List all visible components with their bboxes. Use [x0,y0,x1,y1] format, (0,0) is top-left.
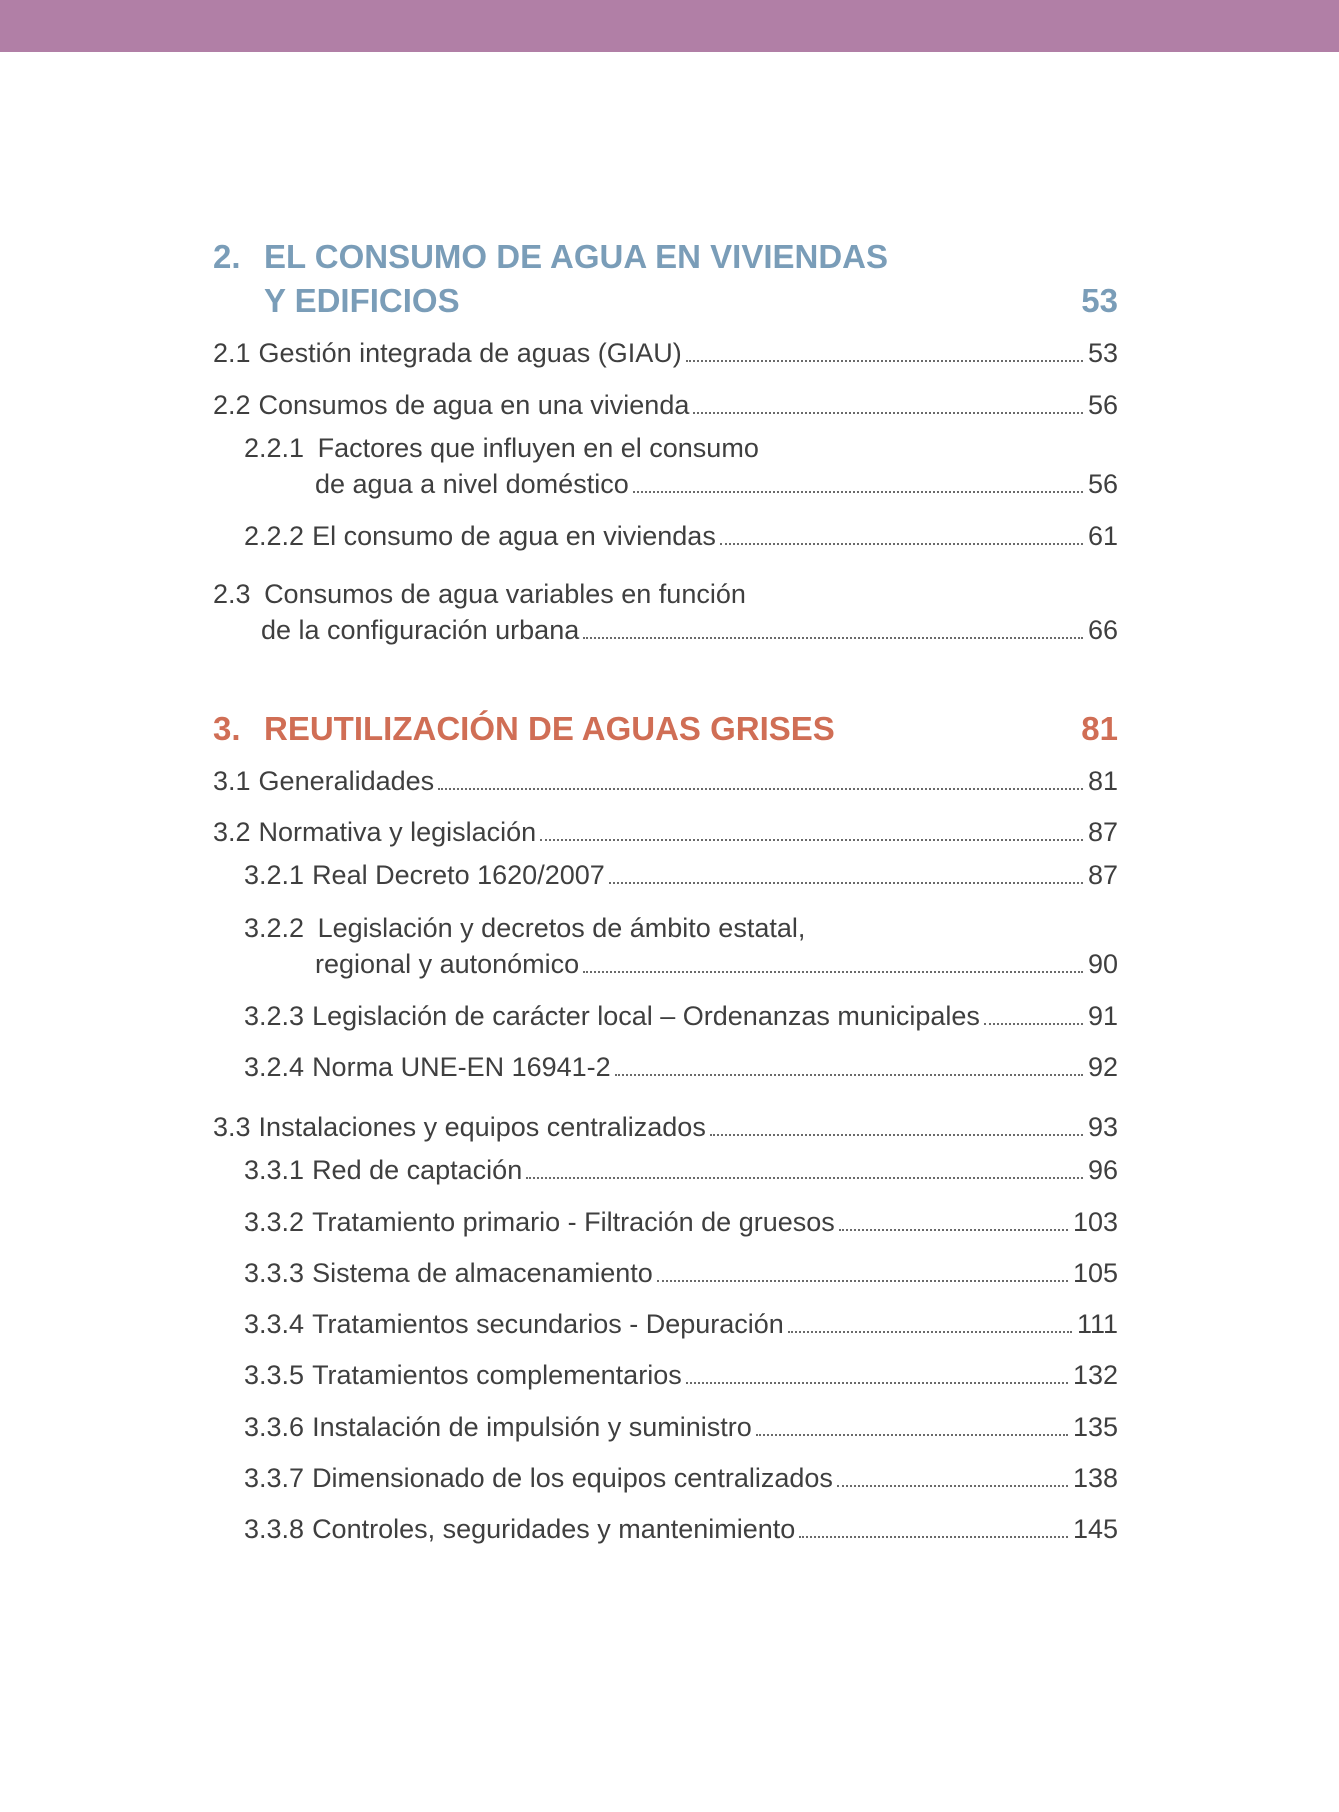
section-title-line: EL CONSUMO DE AGUA EN VIVIENDAS [264,238,889,275]
toc-entry[interactable] [244,1459,1118,1497]
entry-number: 3.2.4 [244,1052,305,1082]
dot-leader [799,1536,1068,1538]
section-number: 2. [213,238,241,275]
entry-page-number: 92 [1087,1052,1118,1082]
toc-entry[interactable] [244,1254,1118,1292]
entry-label: Legislación de carácter local – Ordenanzas municipales [312,1001,980,1031]
dot-leader [720,543,1083,545]
entry-label-line: Legislación y decretos de ámbito estatal, [317,913,806,943]
dot-leader [609,882,1083,884]
dot-leader [710,1134,1083,1136]
dot-leader [438,788,1083,790]
entry-page-number: 91 [1087,1001,1118,1031]
entry-label: Consumos de agua en una vivienda [258,390,690,420]
entry-number: 3.2 [213,817,251,847]
toc-entry[interactable] [244,1408,1118,1446]
entry-page-number: 135 [1072,1412,1118,1442]
toc-entry-first-line[interactable] [244,429,759,467]
entry-label: Gestión integrada de aguas (GIAU) [258,338,682,368]
toc-entry[interactable] [244,1151,1118,1189]
entry-label: Instalación de impulsión y suministro [312,1412,752,1442]
toc-entry[interactable] [261,611,1118,649]
dot-leader [583,971,1083,973]
entry-label: Dimensionado de los equipos centralizados [312,1463,833,1493]
entry-page-number: 61 [1087,521,1118,551]
section-title: REUTILIZACIÓN DE AGUAS GRISES [264,710,835,747]
section-page-number: 53 [1081,282,1118,319]
entry-page-number: 87 [1087,817,1118,847]
entry-number: 3.3.4 [244,1309,305,1339]
toc-entry-first-line[interactable] [244,909,805,947]
entry-number: 2.2.1 [244,433,305,463]
entry-number: 3.3.6 [244,1412,305,1442]
toc-entry[interactable] [244,1048,1118,1086]
entry-label-line: Factores que influyen en el consumo [317,433,759,463]
entry-page-number: 90 [1087,949,1118,979]
entry-number: 2.3 [213,579,251,609]
entry-number: 3.3.2 [244,1207,305,1237]
entry-label-line: de la configuración urbana [261,615,580,645]
entry-label: Normativa y legislación [258,817,537,847]
entry-label: Tratamiento primario - Filtración de gruesos [312,1207,835,1237]
toc-entry[interactable] [244,1356,1118,1394]
toc-entry[interactable] [213,386,1118,424]
entry-number: 3.3.3 [244,1258,305,1288]
dot-leader [633,491,1083,493]
entry-label: Instalaciones y equipos centralizados [258,1112,706,1142]
toc-entry[interactable] [213,762,1118,800]
entry-label: Tratamientos complementarios [312,1360,682,1390]
toc-entry[interactable] [315,465,1118,503]
entry-page-number: 132 [1072,1360,1118,1390]
dot-leader [837,1485,1068,1487]
dot-leader [583,637,1083,639]
dot-leader [526,1177,1083,1179]
entry-page-number: 138 [1072,1463,1118,1493]
entry-page-number: 105 [1072,1258,1118,1288]
toc-entry[interactable] [213,1108,1118,1146]
toc-entry[interactable] [244,1510,1118,1548]
entry-page-number: 145 [1072,1514,1118,1544]
entry-page-number: 56 [1087,469,1118,499]
toc-entry[interactable] [244,517,1118,555]
entry-label: Red de captación [312,1155,523,1185]
toc-entry[interactable] [213,334,1118,372]
toc-entry[interactable] [244,856,1118,894]
dot-leader [657,1280,1068,1282]
entry-number: 2.1 [213,338,251,368]
top-color-bar [0,0,1339,52]
entry-label: Sistema de almacenamiento [312,1258,653,1288]
entry-page-number: 111 [1076,1309,1118,1339]
dot-leader [686,1382,1068,1384]
section-number: 3. [213,710,241,747]
entry-number: 2.2 [213,390,251,420]
toc-entry[interactable] [244,1203,1118,1241]
entry-label: Tratamientos secundarios - Depuración [312,1309,784,1339]
entry-number: 3.1 [213,766,251,796]
entry-label: Generalidades [258,766,435,796]
entry-number: 3.3.7 [244,1463,305,1493]
dot-leader [839,1229,1068,1231]
entry-number: 3.3.8 [244,1514,305,1544]
entry-page-number: 56 [1087,390,1118,420]
entry-number: 3.3.5 [244,1360,305,1390]
entry-label: Controles, seguridades y mantenimiento [312,1514,796,1544]
entry-label-line: regional y autonómico [315,949,580,979]
toc-entry[interactable] [315,945,1118,983]
dot-leader [615,1074,1083,1076]
dot-leader [693,412,1083,414]
entry-label-line: Consumos de agua variables en función [264,579,746,609]
entry-page-number: 103 [1072,1207,1118,1237]
entry-number: 3.3 [213,1112,251,1142]
toc-entry[interactable] [244,997,1118,1035]
dot-leader [540,839,1083,841]
entry-number: 3.3.1 [244,1155,305,1185]
dot-leader [686,360,1083,362]
entry-label: Real Decreto 1620/2007 [312,860,605,890]
toc-entry[interactable] [244,1305,1118,1343]
entry-page-number: 93 [1087,1112,1118,1142]
entry-page-number: 66 [1087,615,1118,645]
dot-leader [984,1023,1083,1025]
entry-label-line: de agua a nivel doméstico [315,469,629,499]
entry-label: El consumo de agua en viviendas [312,521,716,551]
entry-page-number: 87 [1087,860,1118,890]
dot-leader [788,1331,1072,1333]
toc-entry-first-line[interactable] [213,575,746,613]
section-page-number: 81 [1081,710,1118,747]
entry-label: Norma UNE-EN 16941-2 [312,1052,611,1082]
entry-page-number: 53 [1087,338,1118,368]
entry-number: 3.2.3 [244,1001,305,1031]
entry-page-number: 96 [1087,1155,1118,1185]
entry-number: 3.2.1 [244,860,305,890]
toc-entry[interactable] [213,813,1118,851]
dot-leader [756,1434,1068,1436]
entry-page-number: 81 [1087,766,1118,796]
section-title-line: Y EDIFICIOS [264,282,460,319]
entry-number: 2.2.2 [244,521,305,551]
entry-number: 3.2.2 [244,913,305,943]
